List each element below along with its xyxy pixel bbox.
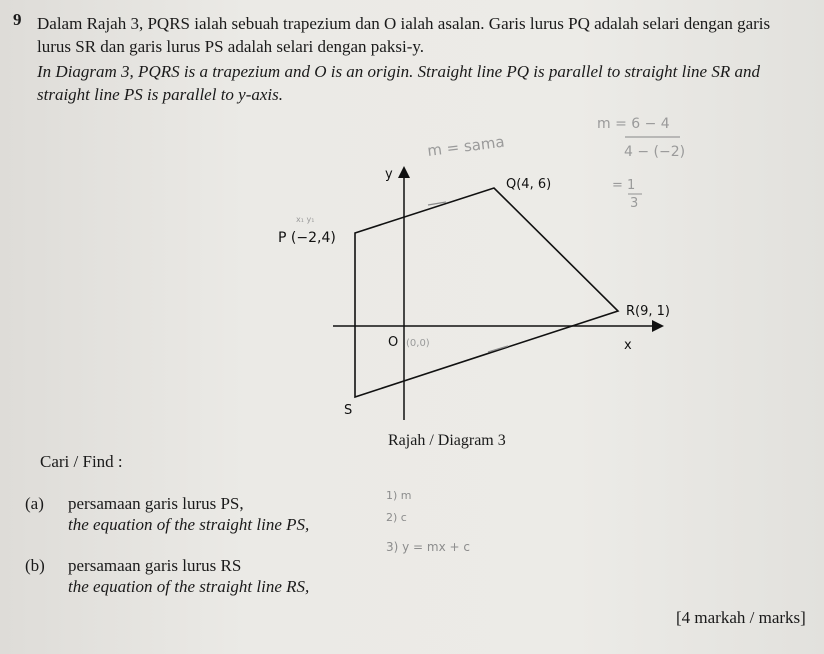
trapezium-pqrs [355,188,618,397]
handwritten-origin-coords: (0,0) [406,338,430,349]
point-q-label: Q(4, 6) [506,177,552,192]
origin-label: O [388,335,399,350]
find-label: Cari / Find : [40,452,123,471]
part-a-text-english: the equation of the straight line PS, [68,515,310,534]
handwritten-gradient-denominator: 4 − (−2) [624,144,686,160]
part-b-text-english: the equation of the straight line RS, [68,577,310,596]
handwritten-gradient-numerator: m = 6 − 4 [597,116,670,132]
marks-allocation: [4 markah / marks] [676,608,806,627]
diagram-caption: Rajah / Diagram 3 [388,432,506,449]
handwritten-gradient-result: = 1 [612,178,636,193]
handwritten-note-2: 2) c [386,511,407,524]
part-b-text-malay: persamaan garis lurus RS [68,556,242,575]
question-text-malay: Dalam Rajah 3, PQRS ialah sebuah trapezium dan O ialah asalan. Garis lurus PQ adalah selari dengan garis lurus SR dan garis lurus PS adalah selari dengan paksi-y. [37,14,771,56]
point-s-label: S [344,403,353,418]
y-axis-label: y [385,167,393,182]
question-text-english: In Diagram 3, PQRS is a trapezium and O is an origin. Straight line PQ is parallel to straight line SR and straight line PS is parallel to y-axis. [37,62,760,104]
handwritten-p-coords: x₁ y₁ [296,215,315,224]
question-number: 9 [13,10,22,29]
x-axis-label: x [624,338,632,353]
point-p-label: P (−2,4) [278,230,336,246]
part-b-letter: (b) [25,556,45,575]
handwritten-arrow-sr [488,346,508,352]
handwritten-result-denominator: 3 [630,196,639,211]
handwritten-note-1: 1) m [386,489,412,502]
handwritten-m-sama: m = sama [426,132,506,160]
point-r-label: R(9, 1) [626,304,670,319]
part-a-text-malay: persamaan garis lurus PS, [68,494,244,513]
handwritten-note-3: 3) y = mx + c [386,540,470,554]
part-a-letter: (a) [25,494,44,513]
